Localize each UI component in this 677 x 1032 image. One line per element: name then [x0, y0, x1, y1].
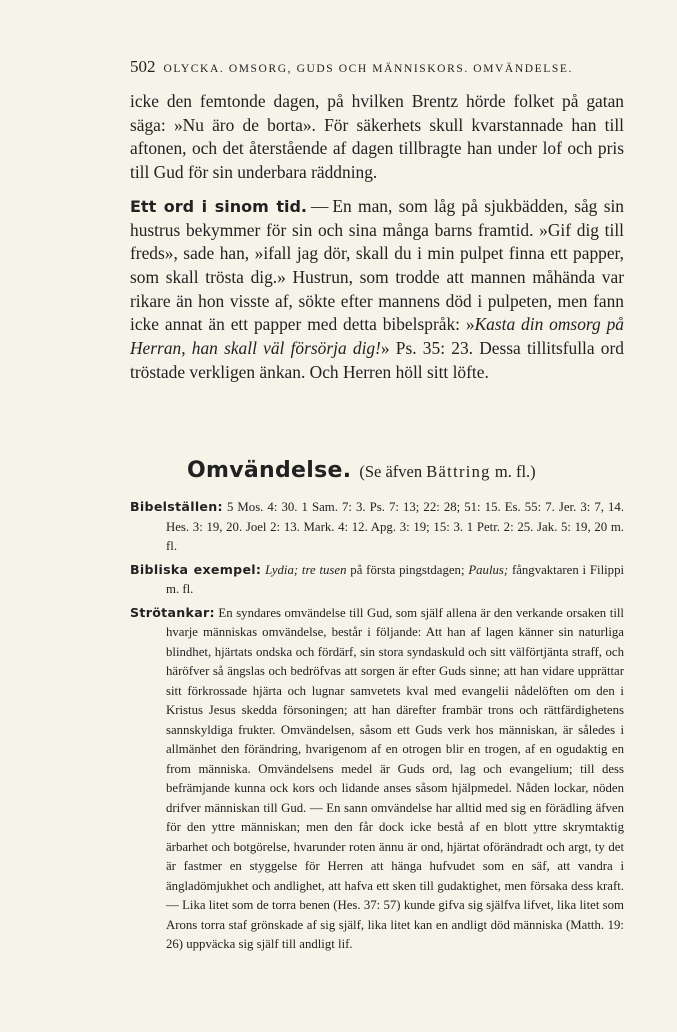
- bible-quote: Kasta din omsorg på Herran, han skall väl försörja dig!: [130, 314, 624, 359]
- bibelstallen-label: Bibelställen:: [130, 499, 223, 514]
- section-title: Omvändelse.: [187, 458, 352, 483]
- exempel-end: fångvaktaren i Filippi m. fl.: [166, 562, 625, 596]
- cross-reference-term: Bättring: [426, 462, 491, 481]
- section-heading: [187, 458, 607, 483]
- bibelstallen-text: 5 Mos. 4: 30. 1 Sam. 7: 3. Ps. 7: 13; 22: 28; 51: 15. Es. 55: 7. Jer. 3: 7, 14. Hes. 3: 19, 20. Joel 2: 13. Mark. 4: 12. Apg. 3: 19; 15: 3. 1 Petr. 2: 25. Jak. 5: 19, 20 m. fl.: [166, 500, 624, 553]
- strotankar-label: Strötankar:: [130, 604, 215, 620]
- exempel-entry: [130, 560, 624, 600]
- strotankar-entry: [130, 603, 624, 955]
- section-body: [130, 497, 624, 955]
- cross-reference-suffix: m. fl.): [494, 462, 536, 481]
- exempel-tre-tusen: tre tusen: [301, 562, 347, 577]
- exempel-mid: på första pingstdagen;: [350, 562, 465, 577]
- cross-reference-prefix: (Se äfven: [359, 462, 423, 481]
- paragraph-continuation-text: icke den femtonde dagen, på hvilken Brentz hörde folket på gatan säga: »Nu äro de borta». För säkerhets skull kvarstannade han till aftonen, och det återstående af dagen tillbragte han under lof och pris till Gud för sin underbara räddning.: [130, 91, 624, 183]
- page-number: 502: [130, 57, 156, 76]
- paragraph-ett-ord: [130, 195, 624, 385]
- em-dash: —: [311, 195, 329, 216]
- running-title: OLYCKA. OMSORG, GUDS OCH MÄNNISKORS. OMVÄNDELSE.: [163, 63, 573, 75]
- paragraph-continuation: [130, 90, 624, 185]
- exempel-paulus: Paulus;: [468, 562, 509, 577]
- exempel-lydia: Lydia;: [265, 562, 299, 577]
- running-header: [130, 57, 600, 79]
- cross-reference: [359, 462, 535, 481]
- strotankar-text: En syndares omvändelse till Gud, som själf allena är den verkande orsaken till hvarje människas omvändelse, består i följande: Att han af lagen känner sin naturliga blindhet, hjärtats ondska och fördärf, sin stora syndaskuld och sitt välförtjänta straff, och häröfver så ängslas och bedröfvas att sorgen är efter Guds sinne; att han vidare upprättar sitt förkrossade hjärta och lugnar samvetets kval med evangelii nådelöften om den i Kristus Jesus skedda försoningen; att han därefter frambär trons och rättfärdighetens sannskyldiga frukter. Omvändelsen, såsom ett Guds verk hos människan, är således i allmänhet den förändring, hvarigenom af en otrogen blir en trogen, af en ogudaktig en from människa. Omvändelsens medel är Guds ord, lag och evangelium; till dess befrämjande kunna ock kors och lidande anses såsom hjälpmedel. Nåden lockar, nöden drifver människan till Gud. — En sann omvändelse har alltid med sig en förädling äfven för den yttre människan; men den får dock icke bestå af en blott yttre skrymtaktig ärbarhet och botgörelse, hvarunder roten ännu är ond, hjärtat oförändradt och argt, ty det är fastmer en styggelse för Herren att hänga hufvudet som en säf, att vandra i ängladömjukhet och andlighet, att hafva ett sken till gudaktighet, men försaka dess kraft. — Lika litet som de torra benen (Hes. 37: 57) kunde gifva sig själfva lifvet, lika litet som Arons torra staf grönskade af sig själf, lika litet kan en andligt död människa (Matth. 19: 26) uppväcka sig själf till andligt lif.: [166, 605, 624, 951]
- bibelstallen-entry: [130, 497, 624, 557]
- exempel-label: Bibliska exempel:: [130, 561, 262, 577]
- paragraph-text: En man, som låg på sjukbädden, såg sin hustrus bekymmer för sin och sina många barns framtid. »Gif dig till freds», sade han, »ifall jag dör, skall du i min pulpet finna ett papper, som skall trösta dig.» Hustrun, som trodde att mannen måhända var rikare än hon visste af, sökte efter mannens död i pulpeten, men fann icke annat än ett papper med detta bibelspråk: »: [130, 195, 624, 335]
- main-text: [130, 90, 624, 384]
- paragraph-heading: Ett ord i sinom tid.: [130, 196, 307, 216]
- paragraph-text-end: » Ps. 35: 23. Dessa tillitsfulla ord tröstade verkligen änkan. Och Herren höll sitt löfte.: [130, 338, 624, 382]
